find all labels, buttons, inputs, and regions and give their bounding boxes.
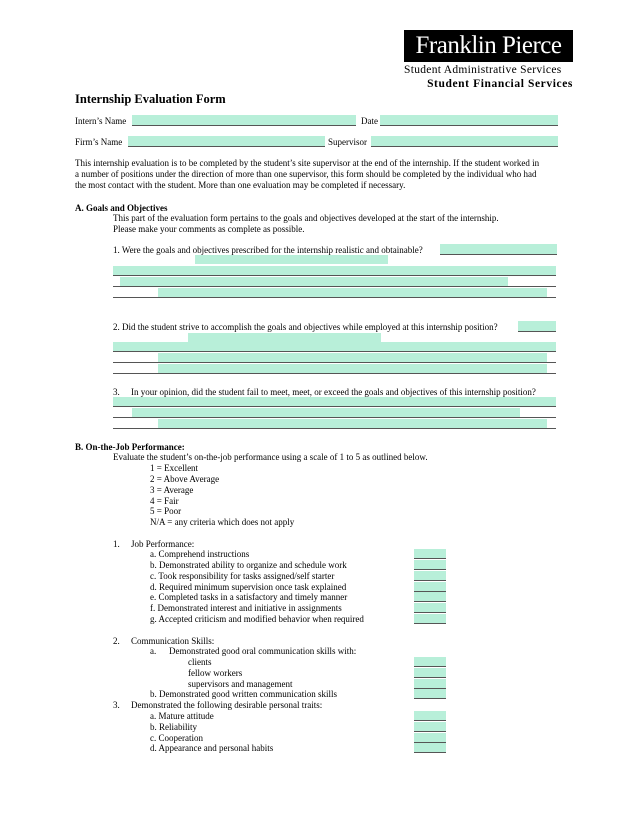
trait-score-d[interactable] <box>414 743 446 753</box>
supervisor-label: Supervisor <box>328 137 367 147</box>
job-item-f: f. Demonstrated interest and initiative in assignments <box>150 603 342 613</box>
comm-item-b: b. Demonstrated good written communication skills <box>150 689 337 699</box>
group-3-number: 3. <box>113 700 120 710</box>
q1-inline-field[interactable] <box>440 244 557 255</box>
job-item-d: d. Required minimum supervision once task explained <box>150 582 347 592</box>
q3-answer-line-3 <box>113 428 556 429</box>
q2-answer-line-2[interactable] <box>113 342 556 352</box>
scale-item-5: 5 = Poor <box>150 506 182 516</box>
comm-score-written[interactable] <box>414 689 446 699</box>
q3-answer-fill-3[interactable] <box>158 419 547 428</box>
job-score-e[interactable] <box>414 592 446 602</box>
q2-inline-field[interactable] <box>518 321 556 332</box>
job-item-c: c. Took responsibility for tasks assigned/self starter <box>150 571 335 581</box>
trait-score-b[interactable] <box>414 722 446 732</box>
q1-answer-highlight[interactable] <box>195 255 388 264</box>
intro-line-3: the most contact with the student. More than one evaluation may be completed if necessary. <box>75 180 406 190</box>
question-1: 1. Were the goals and objectives prescribed for the internship realistic and obtainable? <box>113 245 423 255</box>
comm-item-a-number: a. <box>150 646 157 656</box>
job-item-a: a. Comprehend instructions <box>150 549 250 559</box>
franklin-pierce-logo: Franklin Pierce <box>404 30 573 62</box>
q1-answer-line-2[interactable] <box>113 266 556 276</box>
q2-answer-highlight[interactable] <box>188 333 381 342</box>
intern-name-field[interactable] <box>132 115 356 126</box>
q3-answer-line-2 <box>113 417 556 418</box>
department-line-2: Student Financial Services <box>427 78 573 90</box>
scale-item-na: N/A = any criteria which does not apply <box>150 517 295 527</box>
trait-item-c: c. Cooperation <box>150 733 203 743</box>
form-title: Internship Evaluation Form <box>75 92 226 106</box>
q1-answer-line-3 <box>113 286 556 287</box>
q2-answer-line-3 <box>113 362 556 363</box>
trait-score-c[interactable] <box>414 733 446 743</box>
department-line-1: Student Administrative Services <box>404 64 562 76</box>
date-field[interactable] <box>380 115 558 126</box>
intro-line-2: a number of positions under the direction of more than one supervisor, this form should be completed by the individual who had <box>75 169 537 179</box>
q2-answer-line-4 <box>113 373 556 374</box>
comm-sub-fellow-workers: fellow workers <box>188 668 243 678</box>
question-2: 2. Did the student strive to accomplish the goals and objectives while employed at this internship position? <box>113 322 498 332</box>
job-score-c[interactable] <box>414 571 446 581</box>
question-3: In your opinion, did the student fail to meet, meet, or exceed the goals and objectives of this internship position? <box>131 387 536 397</box>
trait-item-a: a. Mature attitude <box>150 711 214 721</box>
q1-answer-line-4 <box>113 297 556 298</box>
intern-name-label: Intern’s Name <box>75 116 127 126</box>
q2-answer-fill-4[interactable] <box>158 364 547 373</box>
job-score-g[interactable] <box>414 614 446 624</box>
question-3-number: 3. <box>113 387 120 397</box>
supervisor-field[interactable] <box>371 136 558 147</box>
q1-answer-fill-4[interactable] <box>158 288 547 297</box>
comm-score-clients[interactable] <box>414 657 446 667</box>
comm-sub-clients: clients <box>188 657 212 667</box>
comm-sub-supervisors: supervisors and management <box>188 679 293 689</box>
section-a-heading: A. Goals and Objectives <box>75 203 168 213</box>
group-2-title: Communication Skills: <box>131 636 215 646</box>
firm-name-field[interactable] <box>128 136 325 147</box>
section-a-desc-1: This part of the evaluation form pertains to the goals and objectives developed at the start of the internship. <box>113 213 499 223</box>
group-1-title: Job Performance: <box>131 539 195 549</box>
trait-item-b: b. Reliability <box>150 722 197 732</box>
job-item-b: b. Demonstrated ability to organize and schedule work <box>150 560 347 570</box>
section-b-heading: B. On-the-Job Performance: <box>75 442 185 452</box>
job-score-f[interactable] <box>414 603 446 613</box>
group-3-title: Demonstrated the following desirable personal traits: <box>131 700 323 710</box>
section-b-desc: Evaluate the student’s on-the-job performance using a scale of 1 to 5 as outlined below. <box>113 452 428 462</box>
trait-item-d: d. Appearance and personal habits <box>150 743 274 753</box>
job-score-a[interactable] <box>414 549 446 559</box>
scale-item-3: 3 = Average <box>150 485 194 495</box>
section-a-desc-2: Please make your comments as complete as possible. <box>113 224 305 234</box>
scale-item-4: 4 = Fair <box>150 496 179 506</box>
scale-item-1: 1 = Excellent <box>150 463 199 473</box>
comm-score-supervisors[interactable] <box>414 679 446 689</box>
job-score-b[interactable] <box>414 560 446 570</box>
q2-answer-fill-3[interactable] <box>158 353 547 362</box>
intro-line-1: This internship evaluation is to be completed by the student’s site supervisor at the end of the internship. If the student worked in <box>75 158 540 168</box>
scale-item-2: 2 = Above Average <box>150 474 220 484</box>
group-2-number: 2. <box>113 636 120 646</box>
q3-answer-line-1[interactable] <box>113 397 556 407</box>
date-label: Date <box>361 116 378 126</box>
q1-answer-fill-3[interactable] <box>120 277 508 286</box>
group-1-number: 1. <box>113 539 120 549</box>
job-item-e: e. Completed tasks in a satisfactory and timely manner <box>150 592 348 602</box>
trait-score-a[interactable] <box>414 711 446 721</box>
comm-item-a: Demonstrated good oral communication skills with: <box>169 646 357 656</box>
job-score-d[interactable] <box>414 582 446 592</box>
comm-score-fellow-workers[interactable] <box>414 668 446 678</box>
firm-name-label: Firm’s Name <box>75 137 123 147</box>
q3-answer-fill-2[interactable] <box>132 408 520 417</box>
job-item-g: g. Accepted criticism and modified behavior when required <box>150 614 364 624</box>
